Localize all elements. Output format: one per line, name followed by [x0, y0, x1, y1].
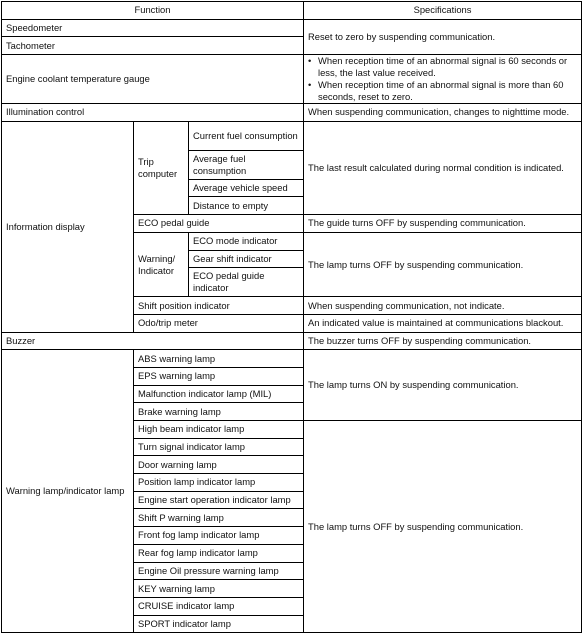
- reset-spec: Reset to zero by suspending communication.: [304, 19, 582, 54]
- lamp-item: Brake warning lamp: [134, 403, 304, 421]
- odo-trip-label: Odo/trip meter: [134, 314, 304, 332]
- eco-pedal-guide-spec: The guide turns OFF by suspending communication.: [304, 215, 582, 233]
- trip-item: Distance to empty: [189, 197, 304, 215]
- speedometer-label: Speedometer: [2, 19, 304, 37]
- shift-position-label: Shift position indicator: [134, 297, 304, 315]
- coolant-spec-item: • When reception time of an abnormal signal is more than 60 seconds, reset to zero.: [308, 79, 577, 103]
- lamp-item: Position lamp indicator lamp: [134, 474, 304, 492]
- lamp-item: Door warning lamp: [134, 456, 304, 474]
- warn-item: ECO mode indicator: [189, 232, 304, 250]
- lamp-item: Front fog lamp indicator lamp: [134, 527, 304, 545]
- lamp-item: KEY warning lamp: [134, 580, 304, 598]
- function-spec-table: [1, 1, 582, 633]
- header-specifications: Specifications: [304, 2, 582, 20]
- warn-item: Gear shift indicator: [189, 250, 304, 268]
- header-function: Function: [2, 2, 304, 20]
- warning-lamp-label: Warning lamp/indicator lamp: [2, 350, 134, 633]
- info-display-label: Information display: [2, 121, 134, 332]
- tachometer-label: Tachometer: [2, 37, 304, 55]
- lamp-item: CRUISE indicator lamp: [134, 597, 304, 615]
- trip-item: Average vehicle speed: [189, 179, 304, 197]
- lamp-item: SPORT indicator lamp: [134, 615, 304, 633]
- warn-spec: The lamp turns OFF by suspending communication.: [304, 232, 582, 296]
- lamp-item: ABS warning lamp: [134, 350, 304, 368]
- coolant-gauge-label: Engine coolant temperature gauge: [2, 55, 304, 104]
- lamp-item: Engine start operation indicator lamp: [134, 491, 304, 509]
- lamp-item: Rear fog lamp indicator lamp: [134, 544, 304, 562]
- trip-item: Current fuel consumption: [189, 121, 304, 150]
- lamp-item: Engine Oil pressure warning lamp: [134, 562, 304, 580]
- lamp-item: Shift P warning lamp: [134, 509, 304, 527]
- warning-indicator-label: Warning/ Indicator: [134, 232, 189, 296]
- lamp-item: Malfunction indicator lamp (MIL): [134, 385, 304, 403]
- trip-computer-label: Trip computer: [134, 121, 189, 214]
- illumination-label: Illumination control: [2, 104, 304, 122]
- odo-trip-spec: An indicated value is maintained at communications blackout.: [304, 314, 582, 332]
- warn-item: ECO pedal guide indicator: [189, 268, 304, 297]
- trip-spec: The last result calculated during normal condition is indicated.: [304, 121, 582, 214]
- lamp-item: EPS warning lamp: [134, 367, 304, 385]
- lamp-item: Turn signal indicator lamp: [134, 438, 304, 456]
- coolant-spec-item: • When reception time of an abnormal signal is 60 seconds or less, the last value received.: [308, 55, 577, 79]
- illumination-spec: When suspending communication, changes to nighttime mode.: [304, 104, 582, 122]
- buzzer-spec: The buzzer turns OFF by suspending communication.: [304, 332, 582, 350]
- coolant-spec: [304, 55, 582, 104]
- eco-pedal-guide-label: ECO pedal guide: [134, 215, 304, 233]
- shift-position-spec: When suspending communication, not indicate.: [304, 297, 582, 315]
- trip-item: Average fuel consumption: [189, 150, 304, 179]
- lamp-on-spec: The lamp turns ON by suspending communication.: [304, 350, 582, 421]
- lamp-item: High beam indicator lamp: [134, 421, 304, 439]
- buzzer-label: Buzzer: [2, 332, 304, 350]
- lamp-off-spec: The lamp turns OFF by suspending communication.: [304, 421, 582, 633]
